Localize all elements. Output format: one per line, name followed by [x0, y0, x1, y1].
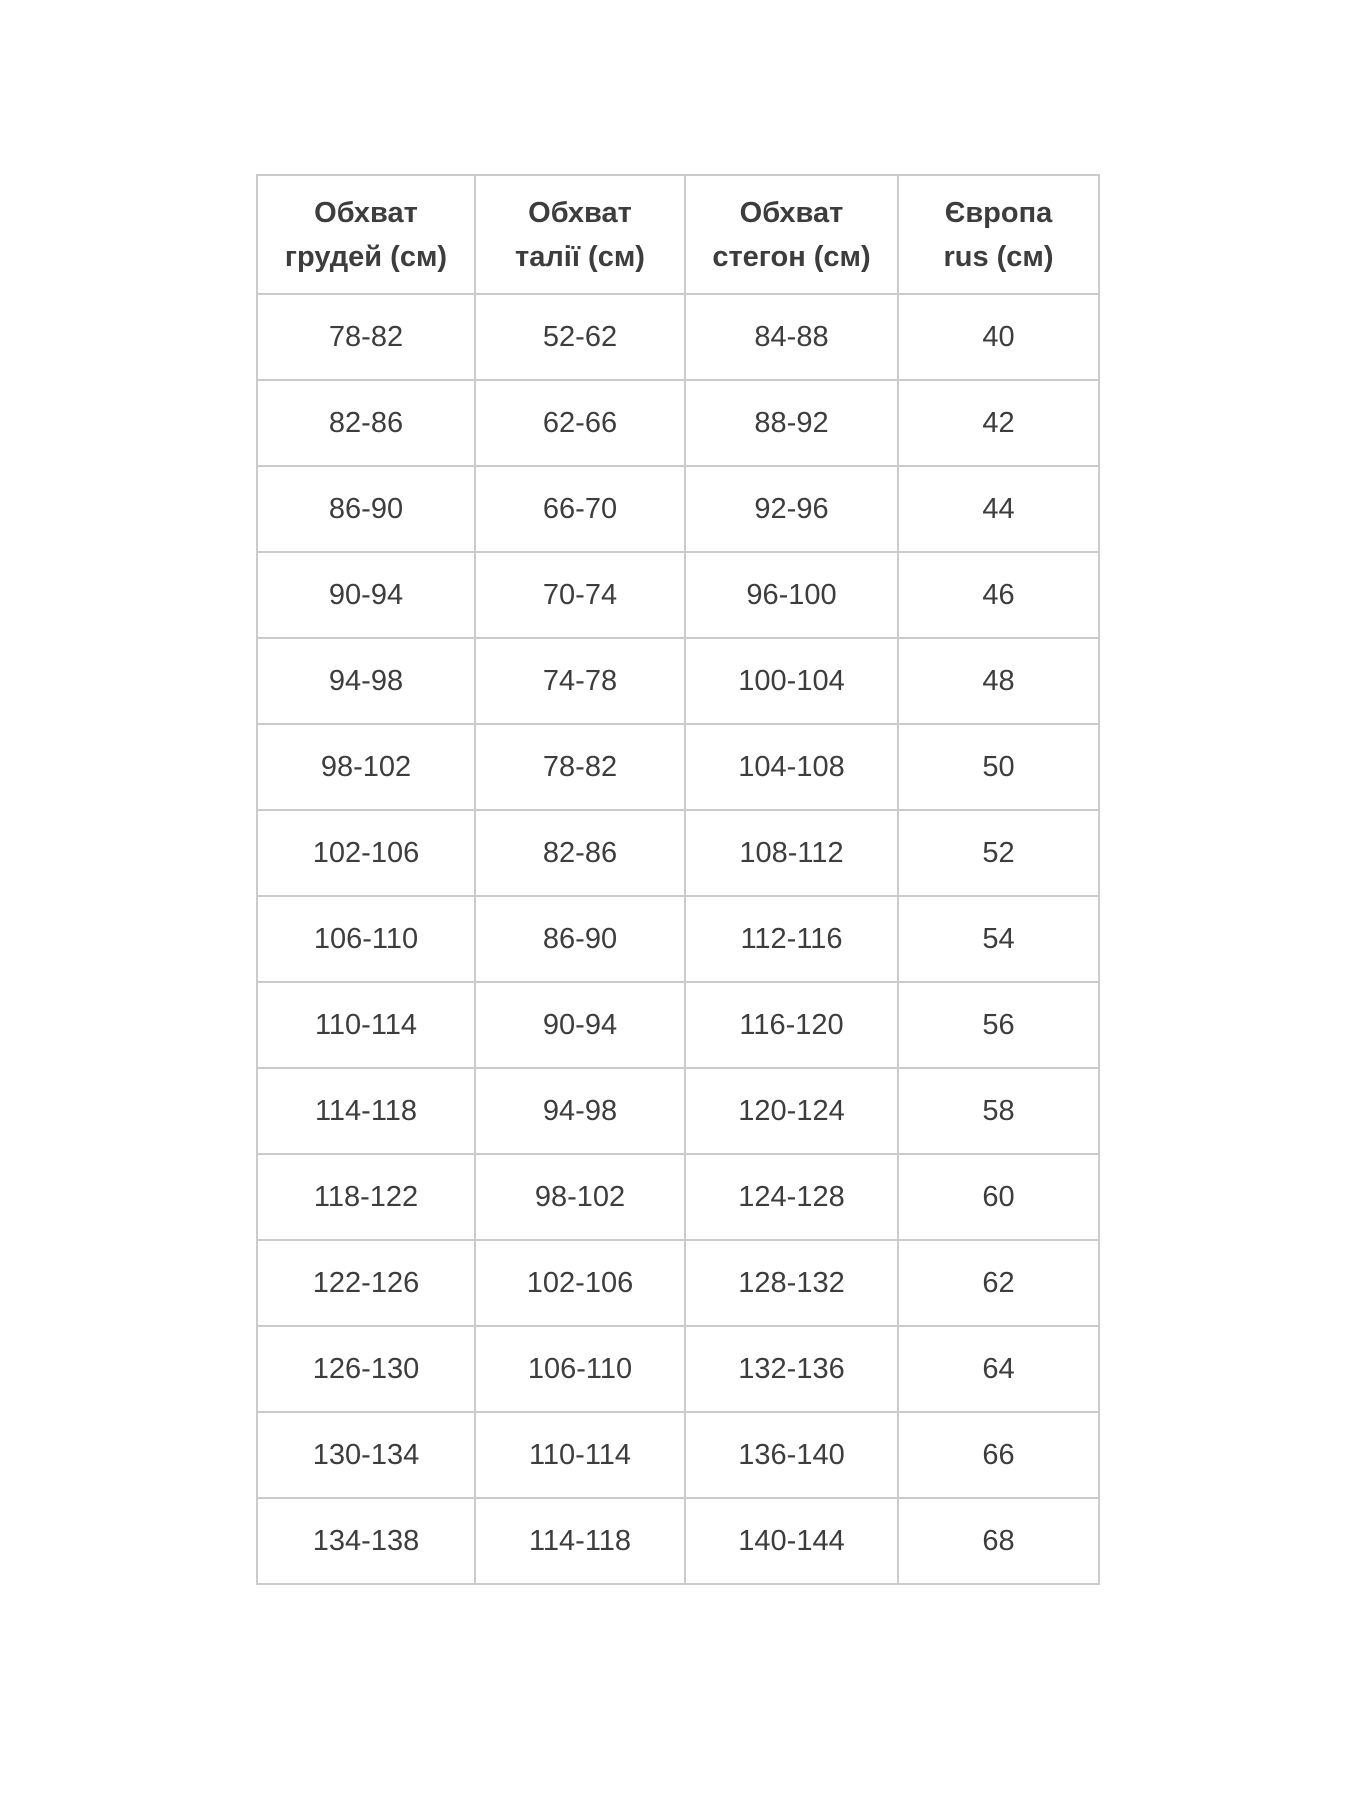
- header-europe-size: [898, 175, 1099, 294]
- size-chart-table: [256, 174, 1100, 1585]
- cell-hips: 96-100: [685, 552, 898, 638]
- cell-hips: 116-120: [685, 982, 898, 1068]
- table-row: [257, 552, 1099, 638]
- cell-chest: 130-134: [257, 1412, 475, 1498]
- cell-waist: 106-110: [475, 1326, 685, 1412]
- cell-europe-size: 52: [898, 810, 1099, 896]
- cell-hips: 104-108: [685, 724, 898, 810]
- cell-europe-size: 66: [898, 1412, 1099, 1498]
- cell-chest: 110-114: [257, 982, 475, 1068]
- cell-waist: 66-70: [475, 466, 685, 552]
- cell-europe-size: 44: [898, 466, 1099, 552]
- cell-europe-size: 62: [898, 1240, 1099, 1326]
- cell-europe-size: 42: [898, 380, 1099, 466]
- table-row: [257, 638, 1099, 724]
- table-row: [257, 1326, 1099, 1412]
- cell-waist: 86-90: [475, 896, 685, 982]
- header-europe-size-line1: Європа: [944, 196, 1053, 229]
- cell-europe-size: 60: [898, 1154, 1099, 1240]
- table-row: [257, 380, 1099, 466]
- header-waist-line2: талії (см): [515, 240, 645, 273]
- cell-hips: 100-104: [685, 638, 898, 724]
- cell-chest: 114-118: [257, 1068, 475, 1154]
- cell-hips: 88-92: [685, 380, 898, 466]
- cell-waist: 82-86: [475, 810, 685, 896]
- table-row: [257, 810, 1099, 896]
- table-row: [257, 1154, 1099, 1240]
- cell-waist: 90-94: [475, 982, 685, 1068]
- table-row: [257, 982, 1099, 1068]
- cell-waist: 70-74: [475, 552, 685, 638]
- cell-chest: 106-110: [257, 896, 475, 982]
- cell-hips: 124-128: [685, 1154, 898, 1240]
- cell-waist: 78-82: [475, 724, 685, 810]
- cell-chest: 94-98: [257, 638, 475, 724]
- table-header-row: [257, 175, 1099, 294]
- cell-europe-size: 68: [898, 1498, 1099, 1584]
- cell-chest: 118-122: [257, 1154, 475, 1240]
- cell-chest: 98-102: [257, 724, 475, 810]
- cell-waist: 94-98: [475, 1068, 685, 1154]
- cell-hips: 120-124: [685, 1068, 898, 1154]
- cell-waist: 98-102: [475, 1154, 685, 1240]
- header-hips-line2: стегон (см): [712, 240, 871, 273]
- cell-waist: 102-106: [475, 1240, 685, 1326]
- header-chest-line1: Обхват: [314, 196, 418, 229]
- table-row: [257, 466, 1099, 552]
- cell-europe-size: 50: [898, 724, 1099, 810]
- cell-hips: 108-112: [685, 810, 898, 896]
- cell-chest: 134-138: [257, 1498, 475, 1584]
- table-row: [257, 1412, 1099, 1498]
- cell-chest: 126-130: [257, 1326, 475, 1412]
- table-row: [257, 1068, 1099, 1154]
- cell-europe-size: 48: [898, 638, 1099, 724]
- cell-hips: 140-144: [685, 1498, 898, 1584]
- table-row: [257, 1498, 1099, 1584]
- cell-waist: 52-62: [475, 294, 685, 380]
- table-row: [257, 724, 1099, 810]
- cell-europe-size: 46: [898, 552, 1099, 638]
- table-row: [257, 294, 1099, 380]
- cell-waist: 114-118: [475, 1498, 685, 1584]
- cell-hips: 136-140: [685, 1412, 898, 1498]
- header-hips: [685, 175, 898, 294]
- cell-chest: 86-90: [257, 466, 475, 552]
- cell-waist: 62-66: [475, 380, 685, 466]
- cell-europe-size: 64: [898, 1326, 1099, 1412]
- table-row: [257, 896, 1099, 982]
- cell-hips: 132-136: [685, 1326, 898, 1412]
- header-waist-line1: Обхват: [528, 196, 632, 229]
- cell-europe-size: 56: [898, 982, 1099, 1068]
- cell-chest: 90-94: [257, 552, 475, 638]
- header-hips-line1: Обхват: [739, 196, 844, 229]
- cell-europe-size: 58: [898, 1068, 1099, 1154]
- cell-hips: 84-88: [685, 294, 898, 380]
- cell-europe-size: 40: [898, 294, 1099, 380]
- cell-chest: 78-82: [257, 294, 475, 380]
- cell-hips: 92-96: [685, 466, 898, 552]
- cell-hips: 128-132: [685, 1240, 898, 1326]
- cell-chest: 102-106: [257, 810, 475, 896]
- table-row: [257, 1240, 1099, 1326]
- cell-hips: 112-116: [685, 896, 898, 982]
- cell-chest: 122-126: [257, 1240, 475, 1326]
- cell-chest: 82-86: [257, 380, 475, 466]
- header-chest: [257, 175, 475, 294]
- cell-europe-size: 54: [898, 896, 1099, 982]
- cell-waist: 110-114: [475, 1412, 685, 1498]
- header-waist: [475, 175, 685, 294]
- header-europe-size-line2: rus (см): [943, 240, 1054, 273]
- header-chest-line2: грудей (см): [284, 240, 448, 273]
- cell-waist: 74-78: [475, 638, 685, 724]
